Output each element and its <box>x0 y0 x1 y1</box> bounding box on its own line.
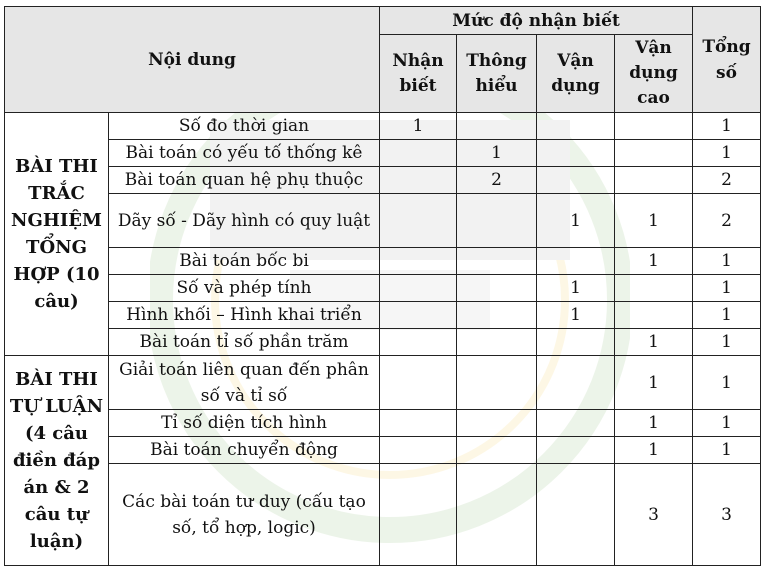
van-dung-cell: 1 <box>537 194 615 248</box>
van-dung-cao-cell <box>615 302 693 329</box>
tong-so-cell: 2 <box>693 167 761 194</box>
thong-hieu-cell: 2 <box>457 167 537 194</box>
tong-so-cell: 1 <box>693 113 761 140</box>
nhan-biet-cell <box>380 302 457 329</box>
topic-cell: Giải toán liên quan đến phân số và tỉ số <box>109 356 380 410</box>
tong-so-cell: 1 <box>693 329 761 356</box>
header-muc-do-nhan-biet: Mức độ nhận biết <box>380 7 693 35</box>
topic-cell: Dãy số - Dãy hình có quy luật <box>109 194 380 248</box>
tong-so-cell: 1 <box>693 275 761 302</box>
thong-hieu-cell <box>457 329 537 356</box>
topic-cell: Số đo thời gian <box>109 113 380 140</box>
header-noi-dung: Nội dung <box>5 7 380 113</box>
van-dung-cell <box>537 113 615 140</box>
nhan-biet-cell <box>380 356 457 410</box>
table-row <box>5 356 761 410</box>
van-dung-cell <box>537 464 615 566</box>
thong-hieu-cell <box>457 302 537 329</box>
header-van-dung-cao: Vận dụng cao <box>615 35 693 113</box>
table-row <box>5 140 761 167</box>
van-dung-cao-cell: 1 <box>615 194 693 248</box>
table-row <box>5 464 761 566</box>
van-dung-cell <box>537 356 615 410</box>
table-row <box>5 410 761 437</box>
thong-hieu-cell <box>457 248 537 275</box>
nhan-biet-cell <box>380 275 457 302</box>
van-dung-cao-cell: 1 <box>615 437 693 464</box>
tong-so-cell: 3 <box>693 464 761 566</box>
topic-cell: Bài toán quan hệ phụ thuộc <box>109 167 380 194</box>
tong-so-cell: 1 <box>693 248 761 275</box>
nhan-biet-cell <box>380 167 457 194</box>
tong-so-cell: 1 <box>693 356 761 410</box>
thong-hieu-cell <box>457 194 537 248</box>
nhan-biet-cell <box>380 194 457 248</box>
header-van-dung: Vận dụng <box>537 35 615 113</box>
nhan-biet-cell <box>380 140 457 167</box>
van-dung-cell <box>537 410 615 437</box>
van-dung-cao-cell: 1 <box>615 410 693 437</box>
table-row <box>5 437 761 464</box>
nhan-biet-cell <box>380 329 457 356</box>
table-row <box>5 194 761 248</box>
nhan-biet-cell <box>380 410 457 437</box>
van-dung-cao-cell <box>615 140 693 167</box>
thong-hieu-cell <box>457 356 537 410</box>
thong-hieu-cell <box>457 275 537 302</box>
tong-so-cell: 1 <box>693 140 761 167</box>
table-row <box>5 329 761 356</box>
van-dung-cao-cell <box>615 275 693 302</box>
topic-cell: Hình khối – Hình khai triển <box>109 302 380 329</box>
table-row <box>5 275 761 302</box>
topic-cell: Bài toán tỉ số phần trăm <box>109 329 380 356</box>
table-row <box>5 167 761 194</box>
assessment-matrix-table <box>4 6 761 566</box>
topic-cell: Bài toán bốc bi <box>109 248 380 275</box>
table-row <box>5 248 761 275</box>
thong-hieu-cell <box>457 113 537 140</box>
van-dung-cell: 1 <box>537 275 615 302</box>
thong-hieu-cell <box>457 410 537 437</box>
van-dung-cao-cell: 1 <box>615 248 693 275</box>
topic-cell: Tỉ số diện tích hình <box>109 410 380 437</box>
van-dung-cao-cell: 1 <box>615 356 693 410</box>
van-dung-cell: 1 <box>537 302 615 329</box>
van-dung-cao-cell: 1 <box>615 329 693 356</box>
thong-hieu-cell <box>457 464 537 566</box>
tong-so-cell: 1 <box>693 302 761 329</box>
tong-so-cell: 1 <box>693 437 761 464</box>
header-tong-so: Tổng số <box>693 7 761 113</box>
topic-cell: Số và phép tính <box>109 275 380 302</box>
thong-hieu-cell: 1 <box>457 140 537 167</box>
van-dung-cell <box>537 437 615 464</box>
tong-so-cell: 1 <box>693 410 761 437</box>
thong-hieu-cell <box>457 437 537 464</box>
nhan-biet-cell <box>380 248 457 275</box>
table-row <box>5 113 761 140</box>
group-label-trac-nghiem: BÀI THI TRẮC NGHIỆM TỔNG HỢP (10 câu) <box>5 113 109 356</box>
van-dung-cell <box>537 329 615 356</box>
van-dung-cao-cell <box>615 113 693 140</box>
van-dung-cao-cell: 3 <box>615 464 693 566</box>
nhan-biet-cell <box>380 464 457 566</box>
tong-so-cell: 2 <box>693 194 761 248</box>
topic-cell: Bài toán có yếu tố thống kê <box>109 140 380 167</box>
table-row <box>5 302 761 329</box>
van-dung-cao-cell <box>615 167 693 194</box>
header-thong-hieu: Thông hiểu <box>457 35 537 113</box>
topic-cell: Bài toán chuyển động <box>109 437 380 464</box>
header-nhan-biet: Nhận biết <box>380 35 457 113</box>
van-dung-cell <box>537 248 615 275</box>
van-dung-cell <box>537 140 615 167</box>
topic-cell: Các bài toán tư duy (cấu tạo số, tổ hợp, logic) <box>109 464 380 566</box>
group-label-tu-luan: BÀI THI TỰ LUẬN (4 câu điền đáp án & 2 câu tự luận) <box>5 356 109 566</box>
nhan-biet-cell <box>380 437 457 464</box>
van-dung-cell <box>537 167 615 194</box>
nhan-biet-cell: 1 <box>380 113 457 140</box>
